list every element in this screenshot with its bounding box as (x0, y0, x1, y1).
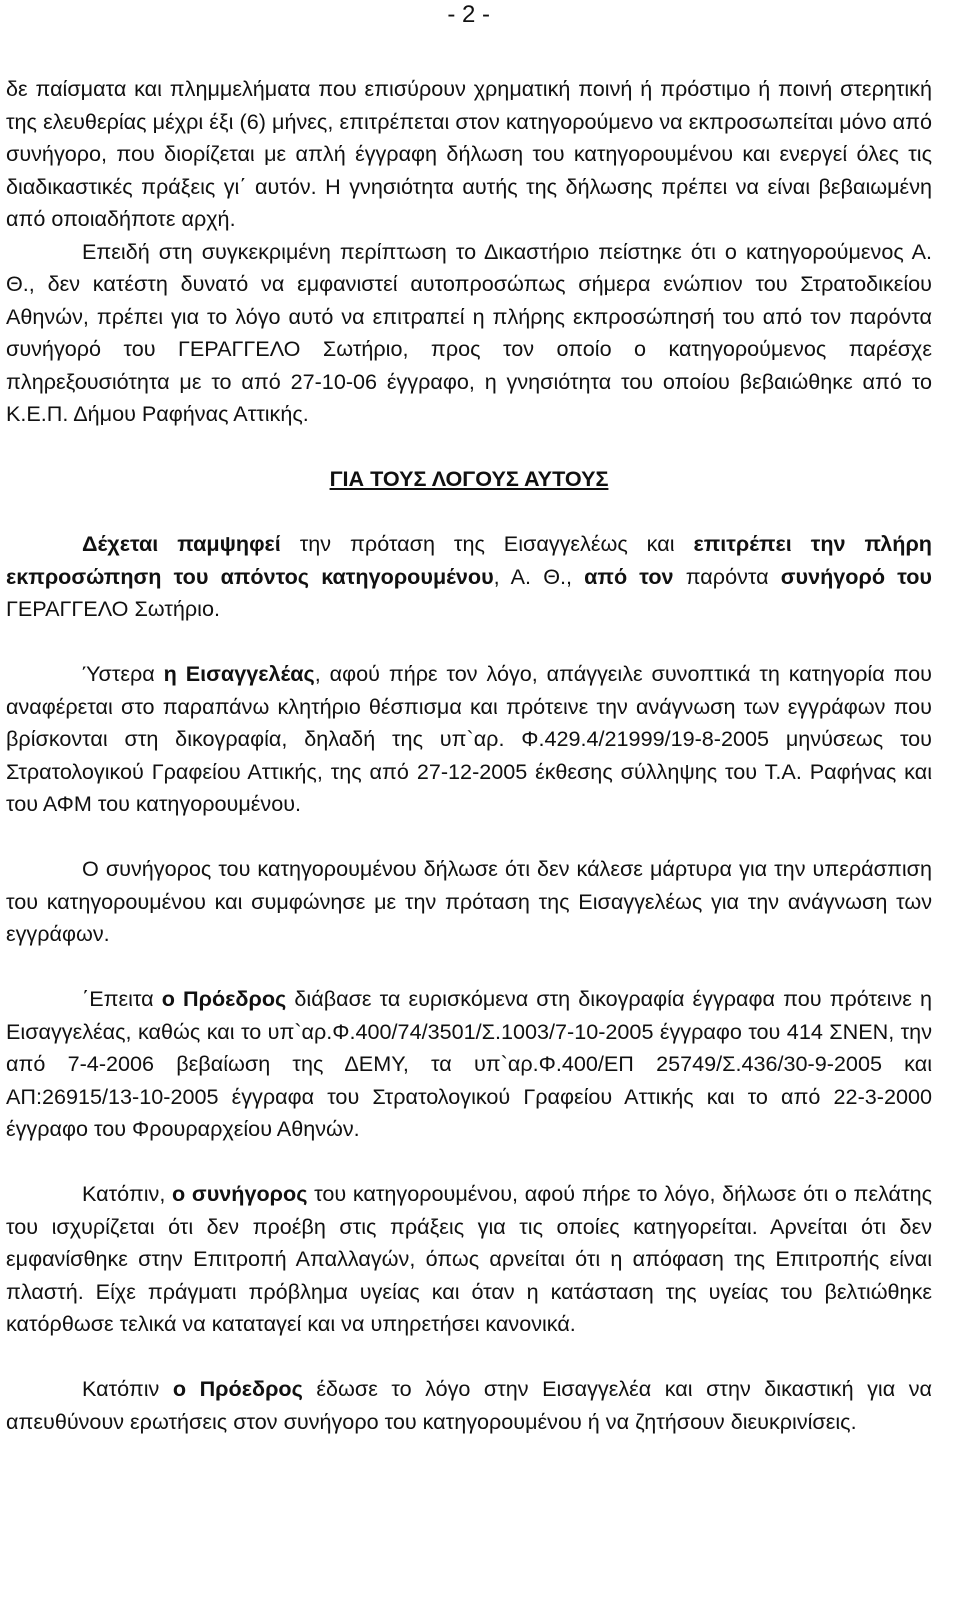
paragraph-8 (6, 1373, 932, 1438)
paragraph-6-text-c: διάβασε τα ευρισκόμενα στη δικογραφία έγγραφα που πρότεινε η Εισαγγελέας, καθώς και το υπ`αρ.Φ.400/74/3501/Σ.1003/7-10-2005 έγγραφο του 414 ΣΝΕΝ, την από 7-4-2006 βεβαίωση της ΔΕΜΥ, τα υπ`αρ.Φ.400/ΕΠ 25749/Σ.436/30-9-2005 και ΑΠ:26915/13-10-2005 έγγραφα του Στρατολογικού Γραφείου Αττικής και το από 22-3-2000 έγγραφο του Φρουραρχείου Αθηνών. (6, 986, 932, 1141)
paragraph-8-text-c: έδωσε το λόγο στην Εισαγγελέα και στην δικαστική για να απευθύνουν ερωτήσεις στον συνήγορο του κατηγορουμένου ή να ζητήσουν διευκρινίσεις. (6, 1376, 932, 1434)
spacer (6, 496, 932, 529)
paragraph-3-bold-a: Δέχεται παμψηφεί (82, 531, 281, 556)
paragraph-7-text-c: του κατηγορουμένου, αφού πήρε το λόγο, δήλωσε ότι ο πελάτης του ισχυρίζεται ότι δεν προέβη στις πράξεις για τις οποίες κατηγορείται. Αρνείται ότι δεν εμφανίσθηκε στην Επιτροπή Απαλλαγών, όπως αρνείται ότι η απόφαση της Επιτροπής είναι πλαστή. Είχε πράγματι πρόβλημα υγείας και όταν η κατάσταση της υγείας του βελτιώθηκε κατόρθωσε τελικά να καταταγεί και να υπηρετήσει κανονικά. (6, 1181, 932, 1336)
spacer (6, 431, 932, 464)
paragraph-4-bold-b: η Εισαγγελέας (163, 661, 315, 686)
paragraph-7 (6, 1178, 932, 1341)
paragraph-4-text-a: Ύστερα (82, 661, 164, 686)
paragraph-3 (6, 528, 932, 626)
paragraph-6 (6, 983, 932, 1146)
paragraph-1: δε παίσματα και πλημμελήματα που επισύρουν χρηματική ποινή ή πρόστιμο ή ποινή στερητική της ελευθερίας μέχρι έξι (6) μήνες, επιτρέπεται στον κατηγορούμενο να εκπροσωπείται μόνο από συνήγορο, που διορίζεται με απλή έγγραφη δήλωση του κατηγορουμένου και ενεργεί όλες τις διαδικαστικές πράξεις γι΄ αυτόν. Η γνησιότητα αυτής της δήλωσης πρέπει να είναι βεβαιωμένη από οποιαδήποτε αρχή. (6, 76, 932, 231)
spacer (6, 1146, 932, 1179)
page-number: - 2 - (447, 1, 490, 28)
paragraph-3-bold-e: από τον (584, 563, 674, 589)
paragraph-3-bold-c: επιτρέπει την πλήρη εκπροσώπηση του απόντος κατηγορουμένου (6, 531, 932, 589)
paragraph-8-bold-b: ο Πρόεδρος (172, 1376, 303, 1401)
paragraph-4-text-c: , αφού πήρε τον λόγο, απάγγειλε συνοπτικά τη κατηγορία που αναφέρεται στο παραπάνω κλητήριο θέσπισμα και πρότεινε την ανάγνωση των εγγράφων που βρίσκονται στη δικογραφία, δηλαδή της υπ`αρ. Φ.429.4/21999/19-8-2005 μηνύσεως του Στρατολογικού Γραφείου Αττικής, της από 27-12-2005 έκθεσης σύλληψης του Τ.Α. Ραφήνας και του ΑΦΜ του κατηγορουμένου. (6, 661, 932, 816)
paragraph-3-bold-g: συνήγορό του (780, 563, 932, 589)
section-heading: ΓΙΑ ΤΟΥΣ ΛΟΓΟΥΣ ΑΥΤΟΥΣ (329, 466, 609, 491)
paragraph-8-text-a: Κατόπιν (82, 1376, 173, 1401)
document-body (6, 73, 932, 1438)
spacer (6, 821, 932, 854)
paragraph-5: Ο συνήγορος του κατηγορουμένου δήλωσε ότι δεν κάλεσε μάρτυρα για την υπεράσπιση του κατηγορουμένου και συμφώνησε με την πρόταση της Εισαγγελέως για την ανάγνωση των εγγράφων. (6, 856, 932, 946)
spacer (6, 1341, 932, 1374)
paragraph-3-text-d: , Α. Θ., (493, 563, 585, 589)
paragraph-6-text-a: ΄Επειτα (82, 986, 162, 1011)
paragraph-7-text-a: Κατόπιν, (82, 1181, 173, 1206)
paragraph-7-bold-b: ο συνήγορος (172, 1181, 308, 1206)
spacer (6, 626, 932, 659)
paragraph-2: Επειδή στη συγκεκριμένη περίπτωση το Δικαστήριο πείστηκε ότι ο κατηγορούμενος Α. Θ., δεν κατέστη δυνατό να εμφανιστεί αυτοπροσώπως σήμερα ενώπιον του Στρατοδικείου Αθηνών, πρέπει για το λόγο αυτό να επιτραπεί η πλήρης εκπροσώπησή του από τον παρόντα συνήγορό του ΓΕΡΑΓΓΕΛΟ Σωτήριο, προς τον οποίο ο κατηγορούμενος παρέσχε πληρεξουσιότητα με το από 27-10-06 έγγραφο, η γνησιότητα του οποίου βεβαιώθηκε από το Κ.Ε.Π. Δήμου Ραφήνας Αττικής. (6, 238, 932, 426)
paragraph-3-text-b: την πρόταση της Εισαγγελέως και (280, 531, 694, 556)
spacer (6, 951, 932, 984)
paragraph-6-bold-b: ο Πρόεδρος (161, 986, 287, 1011)
paragraph-3-text-f: παρόντα (673, 563, 781, 589)
paragraph-4 (6, 658, 932, 821)
paragraph-3-text-h: ΓΕΡΑΓΓΕΛΟ Σωτήριο. (6, 596, 220, 621)
